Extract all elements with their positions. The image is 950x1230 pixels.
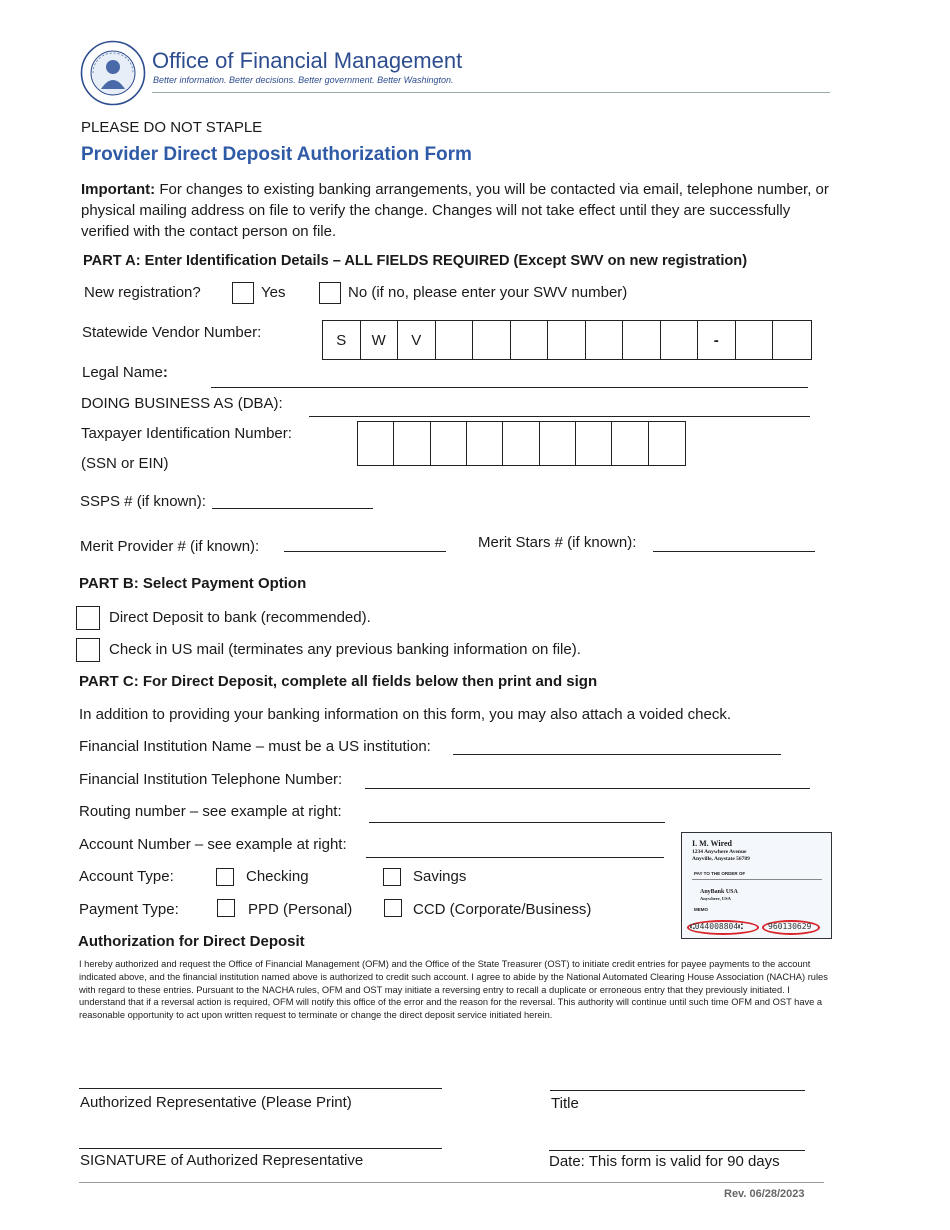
part-c-intro: In addition to providing your banking information on this form, you may also attach a voided check. <box>79 706 732 723</box>
swv-cell[interactable]: S <box>323 321 361 359</box>
check-address-2: Anyville, Anystate 56789 <box>692 856 750 862</box>
check-bank-city: Anywhere, USA <box>700 896 731 901</box>
swv-cell[interactable]: W <box>361 321 399 359</box>
savings-label: Savings <box>413 868 467 885</box>
fi-name-label: Financial Institution Name – must be a US institution: <box>79 738 431 755</box>
ssps-label: SSPS # (if known): <box>80 493 206 510</box>
legal-name-colon: : <box>162 364 168 381</box>
ppd-checkbox[interactable] <box>217 899 235 917</box>
tin-sublabel: (SSN or EIN) <box>81 455 169 472</box>
check-pay-to: PAY TO THE ORDER OF <box>694 871 746 876</box>
form-title: Provider Direct Deposit Authorization Form <box>81 144 472 165</box>
authorization-heading: Authorization for Direct Deposit <box>78 933 305 950</box>
part-a-heading: PART A: Enter Identification Details – ALL FIELDS REQUIRED (Except SWV on new registration) <box>83 253 748 269</box>
fi-phone-label: Financial Institution Telephone Number: <box>79 771 343 788</box>
legal-name-input-line[interactable] <box>211 387 808 388</box>
part-b-heading: PART B: Select Payment Option <box>79 575 307 592</box>
important-text: For changes to existing banking arrangements, you will be contacted via email, telephone number, or physical mailing address on file to verify the change. Changes will not take effect until they are successfully verified with the contact person on file. <box>81 181 829 240</box>
tin-cell[interactable] <box>394 422 430 465</box>
swv-cell[interactable] <box>773 321 811 359</box>
header-divider <box>152 92 830 93</box>
swv-dash-cell: - <box>698 321 736 359</box>
merit-provider-input-line[interactable] <box>284 551 446 552</box>
important-paragraph <box>81 179 841 242</box>
new-registration-no-checkbox[interactable] <box>319 282 341 304</box>
account-type-label: Account Type: <box>79 868 174 885</box>
new-registration-label: New registration? <box>84 284 201 301</box>
dba-input-line[interactable] <box>309 416 810 417</box>
check-routing: ⑆044008804⑆ <box>690 922 743 931</box>
tin-cell[interactable] <box>467 422 503 465</box>
swv-cell[interactable] <box>511 321 549 359</box>
tin-cell[interactable] <box>431 422 467 465</box>
legal-name-text: Legal Name <box>82 364 163 381</box>
yes-label: Yes <box>261 284 286 301</box>
account-input-line[interactable] <box>366 857 664 858</box>
no-staple-notice: PLEASE DO NOT STAPLE <box>81 119 263 136</box>
check-payee-line <box>692 879 822 880</box>
title-input-line[interactable] <box>550 1090 805 1091</box>
direct-deposit-label: Direct Deposit to bank (recommended). <box>109 609 371 626</box>
check-memo: MEMO <box>694 907 708 912</box>
ccd-label: CCD (Corporate/Business) <box>413 901 592 918</box>
mail-check-label: Check in US mail (terminates any previous banking information on file). <box>109 641 581 658</box>
merit-stars-input-line[interactable] <box>653 551 815 552</box>
swv-cell[interactable] <box>586 321 624 359</box>
routing-label: Routing number – see example at right: <box>79 803 342 820</box>
routing-input-line[interactable] <box>369 822 665 823</box>
swv-number-grid[interactable] <box>322 320 812 360</box>
rep-print-input-line[interactable] <box>79 1088 442 1089</box>
part-c-heading: PART C: For Direct Deposit, complete all fields below then print and sign <box>79 673 598 690</box>
checking-label: Checking <box>246 868 309 885</box>
tin-grid[interactable] <box>357 421 686 466</box>
direct-deposit-checkbox[interactable] <box>76 606 100 630</box>
swv-cell[interactable] <box>548 321 586 359</box>
washington-state-seal <box>80 40 146 106</box>
swv-cell[interactable] <box>623 321 661 359</box>
check-bank: AnyBank USA <box>700 889 738 895</box>
mail-check-checkbox[interactable] <box>76 638 100 662</box>
check-account: 960130629 <box>768 922 812 931</box>
savings-checkbox[interactable] <box>383 868 401 886</box>
merit-provider-label: Merit Provider # (if known): <box>80 538 260 555</box>
ccd-checkbox[interactable] <box>384 899 402 917</box>
swv-cell[interactable] <box>473 321 511 359</box>
dba-label: DOING BUSINESS AS (DBA): <box>81 395 283 412</box>
fi-name-input-line[interactable] <box>453 754 781 755</box>
date-input-line[interactable] <box>549 1150 805 1151</box>
signature-input-line[interactable] <box>79 1148 442 1149</box>
account-label: Account Number – see example at right: <box>79 836 347 853</box>
payment-type-label: Payment Type: <box>79 901 179 918</box>
swv-cell[interactable] <box>436 321 474 359</box>
tin-cell[interactable] <box>540 422 576 465</box>
tin-cell[interactable] <box>612 422 648 465</box>
swv-cell[interactable] <box>661 321 699 359</box>
tin-cell[interactable] <box>358 422 394 465</box>
tin-cell[interactable] <box>503 422 539 465</box>
footer-divider <box>79 1182 824 1183</box>
ssps-input-line[interactable] <box>212 508 373 509</box>
merit-stars-label: Merit Stars # (if known): <box>478 534 637 551</box>
date-label: Date: This form is valid for 90 days <box>549 1153 780 1170</box>
rep-print-label: Authorized Representative (Please Print) <box>80 1094 352 1111</box>
swv-cell[interactable]: V <box>398 321 436 359</box>
important-label: Important: <box>81 181 156 198</box>
revision-date: Rev. 06/28/2023 <box>724 1188 805 1200</box>
authorization-text: I hereby authorized and request the Office of Financial Management (OFM) and the Office of the State Treasurer (OST) to initiate credit entries for payee payments to the account indicated above, and the financial institution named above is authorized to credit such account. I agree to abide by the National Automated Clearing House Association (NACHA) rules with regard to these entries. Pursuant to the NACHA rules, OFM and OST may initiate a reversing entry to recall a duplicate or erroneous entry that they previously initiated. I understand that if a reversal action is required, OFM will notify this office of the error and the reason for the reversal. This authority will continue until such time OFM and OST have a reasonable opportunity to act upon written request to terminate or change the direct deposit service initiated herein. <box>79 959 828 1021</box>
swv-cell[interactable] <box>736 321 774 359</box>
no-label: No (if no, please enter your SWV number) <box>348 284 628 301</box>
org-name: Office of Financial Management <box>152 48 463 73</box>
ppd-label: PPD (Personal) <box>248 901 353 918</box>
sample-check-image <box>681 832 832 939</box>
tin-label: Taxpayer Identification Number: <box>81 425 292 442</box>
check-name: I. M. Wired <box>692 839 733 848</box>
legal-name-label <box>82 364 168 382</box>
signature-label: SIGNATURE of Authorized Representative <box>80 1152 364 1169</box>
swv-label: Statewide Vendor Number: <box>82 324 262 341</box>
checking-checkbox[interactable] <box>216 868 234 886</box>
title-label: Title <box>551 1095 579 1112</box>
new-registration-yes-checkbox[interactable] <box>232 282 254 304</box>
tin-cell[interactable] <box>576 422 612 465</box>
tin-cell[interactable] <box>649 422 685 465</box>
fi-phone-input-line[interactable] <box>365 788 810 789</box>
check-address-1: 1234 Anywhere Avenue <box>692 849 747 855</box>
org-tagline: Better information. Better decisions. Better government. Better Washington. <box>153 75 454 85</box>
